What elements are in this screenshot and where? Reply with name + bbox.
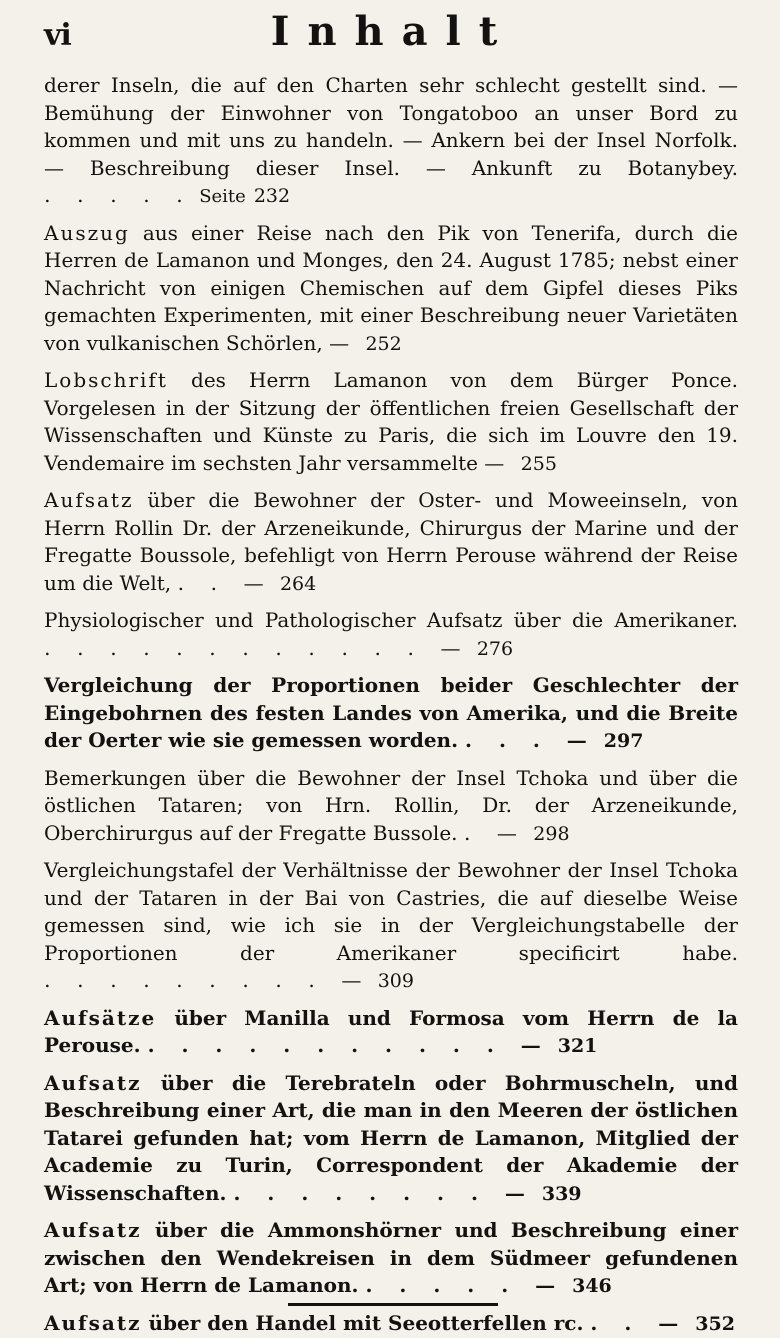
entry-lead-word: Aufsatz bbox=[44, 1071, 141, 1095]
entry-text: über die Terebrateln oder Bohrmuscheln, und Beschreibung einer Art, die man in den Meeren der östlichen Tatarei gefunden hat; vom Herrn de Lamanon, Mitglied der Academie zu Turin, Correspondent der Akademie der Wissenschaften. bbox=[44, 1071, 738, 1205]
entry-leader: ․ ․ — bbox=[590, 1311, 688, 1335]
entry-leader: ․ ․ ․ ․ ․ ․ ․ ․ ․ ․ ․ ․ — bbox=[44, 636, 470, 660]
entry-lead-word: Auszug bbox=[44, 221, 130, 245]
entry-leader: ․ ․ ․ ․ ․ ․ ․ ․ ․ ․ ․ — bbox=[148, 1033, 551, 1057]
toc-entry bbox=[44, 220, 742, 359]
entry-text: Vergleichung der Proportionen beider Geschlechter der Eingebohrnen des festen Landes von Amerika, und die Breite der Oerter wie sie gemessen worden. bbox=[44, 673, 738, 752]
toc-entry bbox=[44, 765, 742, 849]
entry-page-number: 297 bbox=[604, 730, 644, 752]
entry-text: über die Bewohner der Oster- und Moweeinseln, von Herrn Rollin Dr. der Arzeneikunde, Chirurgus der Marine und der Fregatte Boussole, befehligt von Herrn Perouse während der Reise um die Welt, bbox=[44, 488, 738, 595]
entry-lead-word: Aufsätze bbox=[44, 1006, 156, 1030]
entry-text: über den Handel mit Seeotterfellen rc. bbox=[148, 1311, 583, 1335]
table-of-contents bbox=[44, 72, 742, 1338]
entry-page-number: 309 bbox=[378, 970, 414, 992]
entry-page-number: 255 bbox=[521, 453, 557, 475]
toc-entry bbox=[44, 1310, 742, 1338]
entry-leader: ․ — bbox=[464, 821, 527, 845]
entry-leader: ․ ․ — bbox=[178, 571, 274, 595]
entry-leader: ․ ․ ․ ․ ․ — bbox=[365, 1273, 565, 1297]
toc-entry bbox=[44, 672, 742, 756]
toc-entry bbox=[44, 72, 742, 211]
entry-text: des Herrn Lamanon von dem Bürger Ponce. Vorgelesen in der Sitzung der öffentlichen freien Gesellschaft der Wissenschaften und Künste zu Paris, die sich im Louvre den 19. Vendemaire im sechsten Jahr versammelte bbox=[44, 368, 738, 475]
entry-lead-word: Aufsatz bbox=[44, 488, 134, 512]
toc-entry bbox=[44, 487, 742, 598]
entry-page-number: 321 bbox=[558, 1035, 598, 1057]
toc-entry bbox=[44, 1070, 742, 1209]
entry-text: Bemerkungen über die Bewohner der Insel Tchoka und über die östlichen Tataren; von Hrn. Rollin, Dr. der Arzeneikunde, Oberchirurgus auf der Fregatte Bussole. bbox=[44, 766, 738, 845]
entry-lead-word: Aufsatz bbox=[44, 1218, 141, 1242]
entry-page-number: 276 bbox=[477, 638, 513, 660]
entry-leader: ․ ․ ․ — bbox=[465, 728, 597, 752]
toc-entry bbox=[44, 367, 742, 478]
closing-rule bbox=[288, 1303, 498, 1306]
entry-leader: ․ ․ ․ ․ ․ bbox=[44, 183, 193, 207]
page-number: vi bbox=[44, 18, 71, 53]
entry-page-number: 339 bbox=[542, 1183, 582, 1205]
toc-entry bbox=[44, 1217, 742, 1301]
entry-leader: ․ ․ ․ ․ ․ ․ ․ ․ ․ — bbox=[44, 968, 371, 992]
entry-page-number: 298 bbox=[533, 823, 569, 845]
entry-text: über Manilla und Formosa vom Herrn de la Perouse. bbox=[44, 1006, 738, 1058]
toc-entry bbox=[44, 857, 742, 996]
entry-page-prefix: Seite bbox=[199, 186, 246, 207]
page-header bbox=[44, 0, 742, 72]
entry-text: aus einer Reise nach den Pik von Tenerifa, durch die Herren de Lamanon und Monges, den 24. August 1785; nebst einer Nachricht von einigen Chemischen auf dem Gipfel dieses Piks gemachten Experimenten, mit einer Beschreibung neuer Varietäten von vulkanischen Schörlen, bbox=[44, 221, 738, 355]
entry-page-number: 346 bbox=[572, 1275, 612, 1297]
entry-lead-word: Lobschrift bbox=[44, 368, 168, 392]
entry-text: derer Inseln, die auf den Charten sehr schlecht gestellt sind. — Bemühung der Einwohner von Tongatoboo an unser Bord zu kommen und mit uns zu handeln. — Ankern bei der Insel Norfolk. — Beschreibung dieser Insel. — Ankunft zu Botanybey. bbox=[44, 73, 738, 180]
entry-leader: — bbox=[329, 331, 359, 355]
running-title: Inhalt bbox=[44, 8, 742, 55]
entry-lead-word: Aufsatz bbox=[44, 1311, 141, 1335]
entry-page-number: 352 bbox=[695, 1313, 735, 1335]
entry-page-number: 264 bbox=[280, 573, 316, 595]
entry-text: Physiologischer und Pathologischer Aufsatz über die Amerikaner. bbox=[44, 608, 738, 632]
entry-text: Vergleichungstafel der Verhältnisse der Bewohner der Insel Tchoka und der Tataren in der Bai von Castries, die auf dieselbe Weise gemessen sind, wie ich sie in der Vergleichungstabelle der Proportionen der Amerikaner specificirt habe. bbox=[44, 858, 738, 965]
entry-text: über die Ammonshörner und Beschreibung einer zwischen den Wendekreisen in dem Südmeer gefundenen Art; von Herrn de Lamanon. bbox=[44, 1218, 738, 1297]
toc-entry bbox=[44, 607, 742, 663]
entry-page-number: 252 bbox=[365, 333, 401, 355]
entry-leader: — bbox=[484, 451, 514, 475]
entry-page-number: 232 bbox=[254, 185, 290, 207]
entry-leader: ․ ․ ․ ․ ․ ․ ․ ․ — bbox=[233, 1181, 534, 1205]
toc-entry bbox=[44, 1005, 742, 1061]
